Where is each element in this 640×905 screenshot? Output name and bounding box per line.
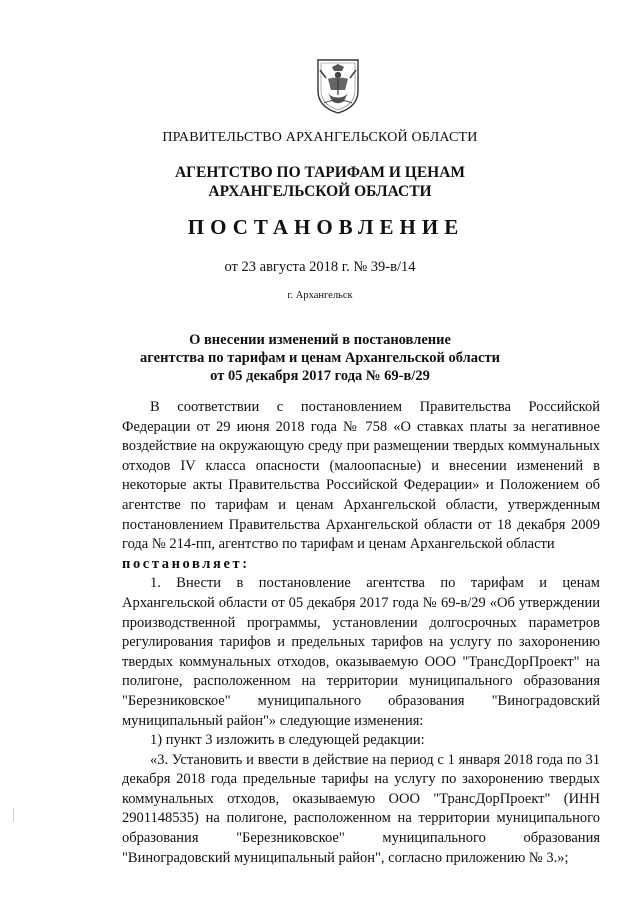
document-subject <box>0 331 640 385</box>
subitem-1-paragraph: 1) пункт 3 изложить в следующей редакции: <box>150 732 425 749</box>
document-date-number: от 23 августа 2018 г. № 39-в/14 <box>224 259 416 275</box>
quoted-paragraph: «3. Установить и ввести в действие на период с 1 января 2018 года по 31 декабря 2018 года предельные тарифы на услугу по захоронению твердых коммунальных отходов, оказываемую ООО "ТрансДорПроект" (ИНН 2901148535) на полигоне, расположенном на территории муниципального образования "Березниковское" муниципального образования "Виноградовский муниципальный район", согласно приложению № 3.»; <box>122 751 600 866</box>
subject-line: агентства по тарифам и ценам Архангельской области <box>140 350 500 366</box>
subject-line: от 05 декабря 2017 года № 69-в/29 <box>210 368 430 384</box>
decrees-word <box>122 555 600 575</box>
preamble-paragraph: В соответствии с постановлением Правительства Российской Федерации от 29 июня 2018 года № 758 «О ставках платы за негативное воздействие на окружающую среду при размещении твердых коммунальных отходов IV класса опасности (малоопасные) и внесении изменений в некоторые акты Правительства Российской Федерации» и Положением об агентстве по тарифам и ценам Архангельской области, утвержденным постановлением Правительства Архангельской области от 18 декабря 2009 года № 214-пп, агентство по тарифам и ценам Архангельской области <box>122 399 600 553</box>
margin-mark <box>13 808 14 822</box>
agency-name-line: АГЕНТСТВО ПО ТАРИФАМ И ЦЕНАМ <box>174 164 466 181</box>
decrees-word-text: постановляет: <box>122 555 250 572</box>
item-1-paragraph: 1. Внести в постановление агентства по тарифам и ценам Архангельской области от 05 декабря 2017 года № 69-в/29 «Об утверждении производственной программы, установлении долгосрочных параметров регулирования тарифов и предельных тарифов на услугу по захоронению твердых коммунальных отходов, оказываемую ООО "ТрансДорПроект" на полигоне, расположенном на территории муниципального образования "Березниковское" муниципального образования "Виноградовский муниципальный район"» следующие изменения: <box>122 575 600 729</box>
coat-of-arms-icon <box>314 57 362 114</box>
agency-name <box>0 163 640 201</box>
document-body <box>122 398 600 868</box>
government-name: ПРАВИТЕЛЬСТВО АРХАНГЕЛЬСКОЙ ОБЛАСТИ <box>162 130 478 145</box>
document-type-title: ПОСТАНОВЛЕНИЕ <box>187 215 465 239</box>
document-city: г. Архангельск <box>287 290 353 301</box>
subject-line: О внесении изменений в постановление <box>189 332 451 348</box>
agency-name-line: АРХАНГЕЛЬСКОЙ ОБЛАСТИ <box>208 183 432 200</box>
